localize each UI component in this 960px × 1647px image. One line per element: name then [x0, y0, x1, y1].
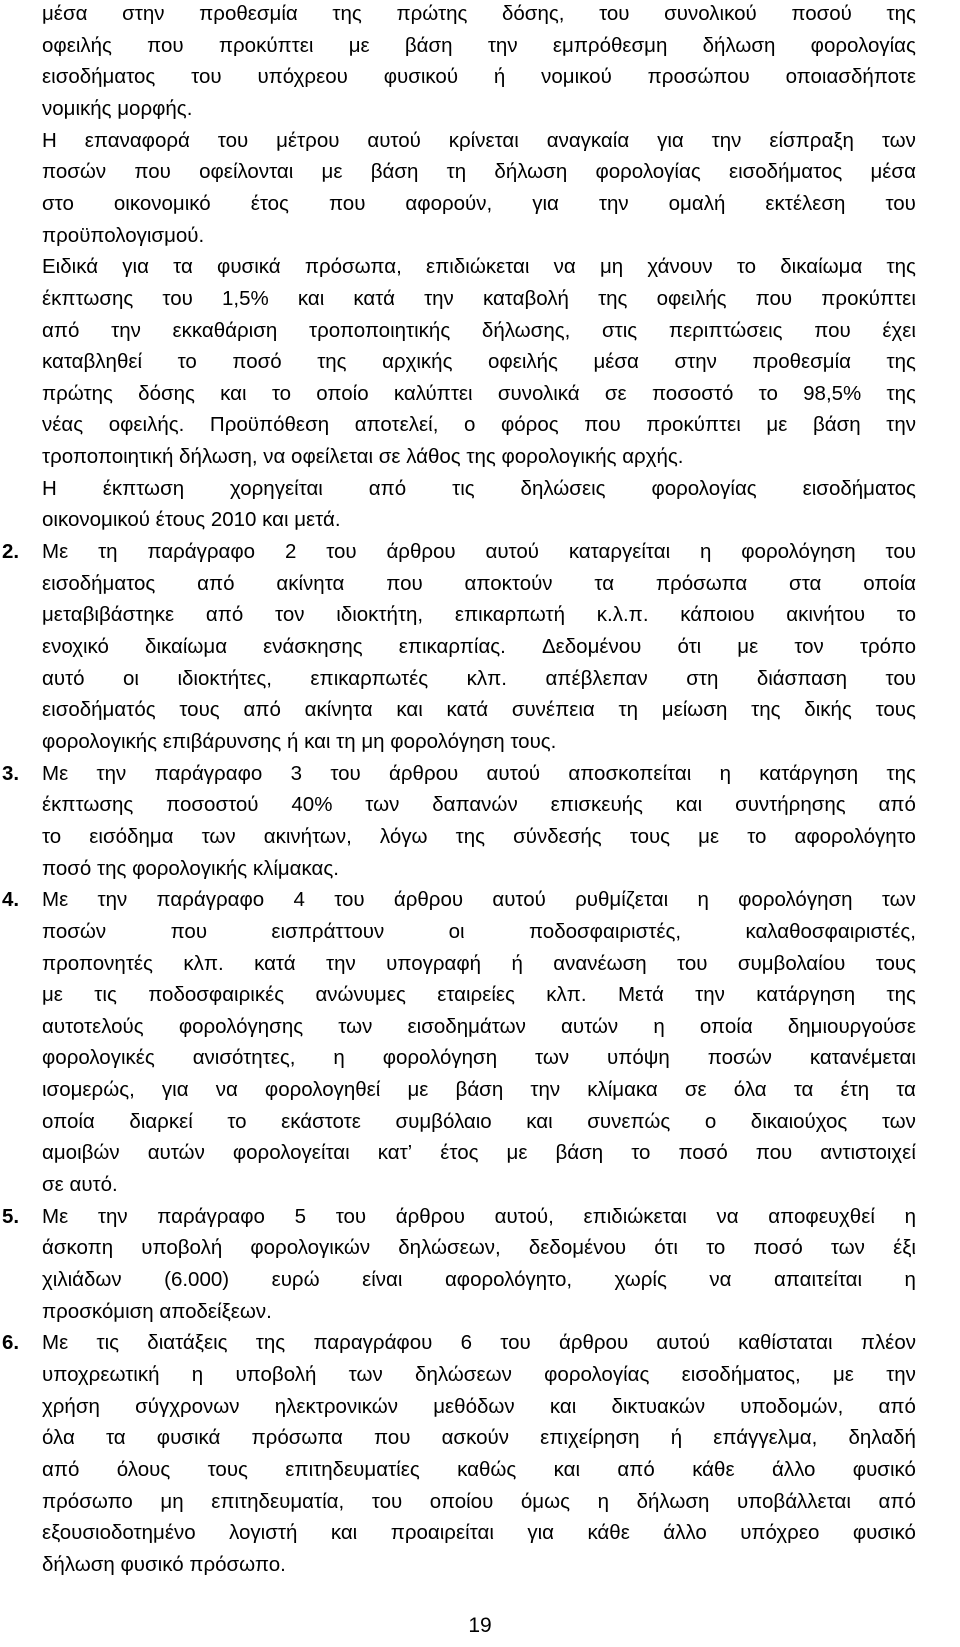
text-line: όλα τα φυσικά πρόσωπα που ασκούν επιχείρηση ή επάγγελμα, δηλαδή	[42, 1426, 916, 1450]
text-line: ποσών που εισπράττουν οι ποδοσφαιριστές, καλαθοσφαιριστές,	[42, 919, 916, 943]
text-line: αυτοτελούς φορολόγησης των εισοδημάτων αυτών η οποία δημιουργούσε	[42, 1014, 916, 1038]
text-line: Η επαναφορά του μέτρου αυτού κρίνεται αναγκαία για την είσπραξη των	[42, 128, 916, 152]
text-line: δήλωση φυσικό πρόσωπο.	[42, 1552, 286, 1576]
text-line: ενοχικό δικαίωμα ενάσκησης επικαρπίας. Δεδομένου ότι με τον τρόπο	[42, 635, 916, 658]
text-line: άσκοπη υποβολή φορολογικών δηλώσεων, δεδομένου ότι το ποσό των έξι	[42, 1236, 916, 1260]
text-line: υποχρεωτική η υποβολή των δηλώσεων φορολογίας εισοδήματος, με την	[42, 1362, 916, 1386]
text-line: στο οικονομικό έτος που αφορούν, για την ομαλή εκτέλεση του	[42, 191, 916, 215]
text-line: έκπτωσης ποσοστού 40% των δαπανών επισκευής και συντήρησης από	[42, 793, 916, 817]
text-line: εισοδήματος από ακίνητα που αποκτούν τα πρόσωπα στα οποία	[42, 571, 916, 595]
text-line: νομικής μορφής.	[42, 96, 193, 120]
text-line: χρήση σύγχρονων ηλεκτρονικών μεθόδων και δικτυακών υποδομών, από	[42, 1394, 916, 1418]
list-item-number: 4.	[2, 888, 20, 912]
text-line: εξουσιοδοτημένο λογιστή και προαιρείται για κάθε άλλο υπόχρεο φυσικό	[42, 1521, 916, 1545]
text-line: αμοιβών αυτών φορολογείται κατ’ έτος με βάση το ποσό που αντιστοιχεί	[42, 1141, 916, 1165]
text-line: από όλους τους επιτηδευματίες καθώς και από κάθε άλλο φυσικό	[42, 1457, 916, 1481]
text-line: μέσα στην προθεσμία της πρώτης δόσης, του συνολικού ποσού της	[42, 2, 916, 25]
text-line: Με την παράγραφο 5 του άρθρου αυτού, επιδιώκεται να αποφευχθεί η	[42, 1204, 916, 1228]
text-line: Με τις διατάξεις της παραγράφου 6 του άρθρου αυτού καθίσταται πλέον	[42, 1331, 916, 1355]
text-line: προσκόμιση αποδείξεων.	[42, 1299, 272, 1323]
text-line: ποσό της φορολογικής κλίμακας.	[42, 856, 339, 880]
text-line: οικονομικού έτους 2010 και μετά.	[42, 508, 341, 532]
text-line: σε αυτό.	[42, 1173, 118, 1197]
text-line: έκπτωσης του 1,5% και κατά την καταβολή της οφειλής που προκύπτει	[42, 286, 916, 310]
text-line: Με την παράγραφο 3 του άρθρου αυτού αποσκοπείται η κατάργηση της	[42, 761, 916, 785]
list-item-number: 2.	[2, 540, 20, 564]
text-line: οφειλής που προκύπτει με βάση την εμπρόθεσμη δήλωση φορολογίας	[42, 33, 916, 57]
text-line: φορολογικές ανισότητες, η φορολόγηση των υπόψη ποσών κατανέμεται	[42, 1046, 916, 1070]
text-line: με τις ποδοσφαιρικές ανώνυμες εταιρείες κλπ. Μετά την κατάργηση της	[42, 983, 916, 1007]
text-line: ποσών που οφείλονται με βάση τη δήλωση φορολογίας εισοδήματος μέσα	[42, 160, 916, 184]
text-line: αυτό οι ιδιοκτήτες, επικαρπωτές κλπ. απέβλεπαν στη διάσπαση του	[42, 666, 916, 690]
text-line: Η έκπτωση χορηγείται από τις δηλώσεις φορολογίας εισοδήματος	[42, 476, 916, 500]
text-line: νέας οφειλής. Προϋπόθεση αποτελεί, ο φόρος που προκύπτει με βάση την	[42, 413, 916, 437]
text-line: εισοδήματος του υπόχρεου φυσικού ή νομικού προσώπου οποιασδήποτε	[42, 65, 916, 89]
text-line: πρόσωπο μη επιτηδευματία, του οποίου όμως η δήλωση υποβάλλεται από	[42, 1489, 916, 1513]
text-line: προπονητές κλπ. κατά την υπογραφή ή ανανέωση του συμβολαίου τους	[42, 951, 916, 975]
text-line: από την εκκαθάριση τροποποιητικής δήλωσης, στις περιπτώσεις που έχει	[42, 318, 916, 342]
text-line: το εισόδημα των ακινήτων, λόγω της σύνδεσής τους με το αφορολόγητο	[42, 824, 916, 848]
text-line: φορολογικής επιβάρυνσης ή και τη μη φορολόγηση τους.	[42, 729, 557, 753]
list-item-number: 6.	[2, 1331, 20, 1355]
text-line: τροποποιητική δήλωση, να οφείλεται σε λάθος της φορολογικής αρχής.	[42, 445, 684, 469]
text-line: χιλιάδων (6.000) ευρώ είναι αφορολόγητο, χωρίς να απαιτείται η	[42, 1268, 916, 1291]
list-item-number: 5.	[2, 1204, 20, 1228]
text-line: μεταβιβάστηκε από τον ιδιοκτήτη, επικαρπωτή κ.λ.π. κάποιου ακινήτου το	[42, 603, 916, 627]
text-line: πρώτης δόσης και το οποίο καλύπτει συνολικά σε ποσοστό το 98,5% της	[42, 381, 916, 405]
text-line: ισομερώς, για να φορολογηθεί με βάση την κλίμακα σε όλα τα έτη τα	[42, 1078, 916, 1102]
text-line: οποία διαρκεί το εκάστοτε συμβόλαιο και συνεπώς ο δικαιούχος των	[42, 1109, 916, 1133]
list-item-number: 3.	[2, 761, 20, 785]
page-number: 19	[468, 1614, 492, 1637]
text-line: Με τη παράγραφο 2 του άρθρου αυτού καταργείται η φορολόγηση του	[42, 540, 916, 564]
text-line: Με την παράγραφο 4 του άρθρου αυτού ρυθμίζεται η φορολόγηση των	[42, 888, 916, 912]
text-line: εισοδήματός τους από ακίνητα και κατά συνέπεια τη μείωση της δικής τους	[42, 698, 916, 722]
text-line: προϋπολογισμού.	[42, 223, 205, 247]
text-line: καταβληθεί το ποσό της αρχικής οφειλής μέσα στην προθεσμία της	[42, 350, 916, 374]
text-line: Ειδικά για τα φυσικά πρόσωπα, επιδιώκεται να μη χάνουν το δικαίωμα της	[42, 255, 916, 279]
